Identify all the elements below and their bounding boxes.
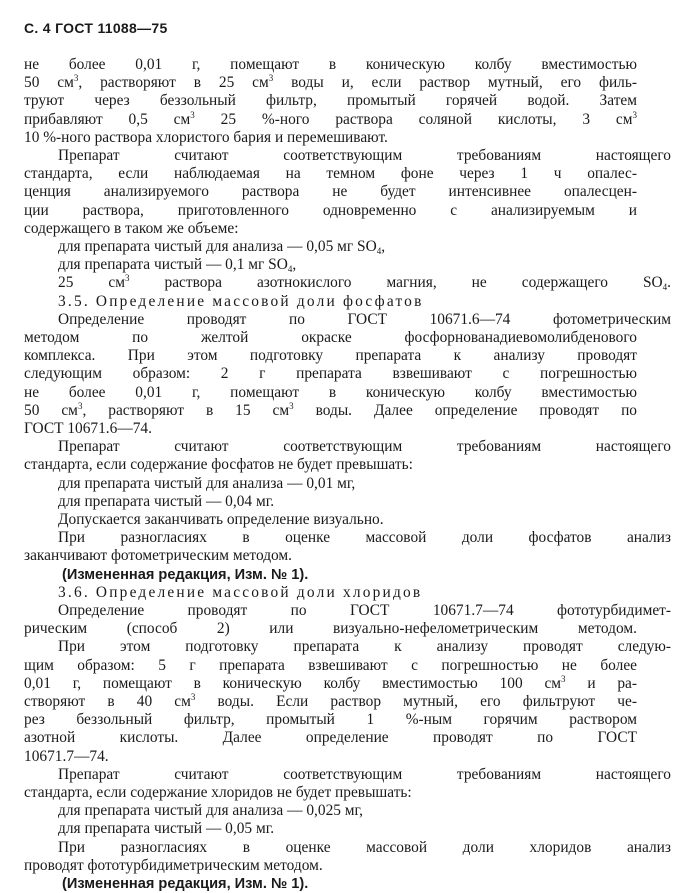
paragraph-first-line: При этом подготовку препарата к анализу проводят следую- (58, 638, 671, 656)
body-line: рическим (способ 2) или визуально-нефелометрическим методом. (24, 620, 637, 638)
list-item: для препарата чистый для анализа — 0,01 мг, (58, 474, 356, 492)
body-line: методом по желтой окраске фосфорнованадиевомолибденового (24, 329, 637, 346)
list-item: 25 $см^3$ раствора азотнокислого магния, не содержащего $SO_4$. (58, 273, 672, 293)
page-header (24, 20, 168, 36)
paragraph-first-line: Определение проводят по ГОСТ 10671.7—74 фототурбидимет- (58, 602, 671, 619)
section-heading-3-6: 3.6. Определение массовой доли хлоридов (58, 583, 423, 601)
body-line: Допускается заканчивать определение визуально. (58, 511, 384, 528)
body-line: прибавляют 0,5 $см^3$ 25 %-ного раствора соляной кислоты, 3 $см^3$ (24, 109, 637, 128)
list-item: для препарата чистый — 0,05 мг. (58, 820, 275, 838)
body-line: содержащего в таком же объеме: (24, 219, 239, 237)
body-line: стандарта, если наблюдаемая на темном фоне через 1 ч опалес- (24, 165, 637, 183)
body-line: не более 0,01 г, помещают в коническую колбу вместимостью (24, 383, 637, 401)
amendment-note: (Измененная редакция, Изм. № 1). (62, 876, 309, 892)
body-line: стандарта, если содержание фосфатов не будет превышать: (24, 456, 413, 474)
body-line: ции раствора, приготовленного одновременно с анализируемым и (24, 201, 637, 219)
paragraph-first-line: Препарат считают соответствующим требованиям настоящего (58, 438, 671, 456)
standard-number: ГОСТ 11088—75 (55, 20, 168, 36)
body-line: комплекса. При этом подготовку препарата к анализу проводят (24, 347, 637, 365)
paragraph-first-line: При разногласиях в оценке массовой доли хлоридов анализ (58, 838, 671, 856)
body-line: 50 $см^3$, растворяют в 25 $см^3$ воды и, если раствор мутный, его филь- (24, 73, 638, 92)
body-line: створяют в 40 $см^3$ воды. Если раствор мутный, его фильтруют че- (24, 692, 637, 710)
paragraph-first-line: Препарат считают соответствующим требованиям настоящего (58, 147, 671, 164)
list-item: для препарата чистый — 0,04 мг. (58, 492, 275, 510)
body-line: 0,01 г, помещают в коническую колбу вместимостью 100 $см^3$ и ра- (24, 673, 637, 692)
body-line: щим образом: 5 г препарата взвешивают с погрешностью не более (24, 656, 637, 674)
body-line: азотной кислоты. Далее определение проводят по ГОСТ (24, 729, 637, 747)
body-line: труют через беззольный фильтр, промытый горячей водой. Затем (24, 92, 637, 110)
body-line: 10671.7—74. (24, 747, 109, 765)
amendment-note: (Измененная редакция, Изм. № 1). (62, 566, 309, 583)
body-line: следующим образом: 2 г препарата взвешивают с погрешностью (24, 365, 637, 383)
page-label: С. 4 (24, 20, 51, 36)
body-line: проводят фототурбидиметрическим методом. (24, 856, 323, 874)
body-line: 50 $см^3$, растворяют в 15 $см^3$ воды. Далее определение проводят по (24, 400, 638, 419)
list-item: для препарата чистый для анализа — 0,05 мг $SO_4$, (58, 238, 386, 256)
body-line: заканчивают фотометрическим методом. (24, 547, 293, 565)
body-line: стандарта, если содержание хлоридов не будет превышать: (24, 784, 412, 801)
paragraph-first-line: Определение проводят по ГОСТ 10671.6—74 фотометрическим (58, 310, 671, 328)
list-item: для препарата чистый — 0,1 мг $SO_4$, (58, 256, 297, 275)
paragraph-first-line: Препарат считают соответствующим требованиям настоящего (58, 765, 671, 783)
list-item: для препарата чистый для анализа — 0,025 мг, (58, 802, 363, 820)
body-line: не более 0,01 г, помещают в коническую колбу вместимостью (24, 56, 637, 73)
section-heading-3-5: 3.5. Определение массовой доли фосфатов (58, 292, 424, 310)
body-line: ценция анализируемого раствора не будет интенсивнее опалесцен- (24, 183, 637, 201)
body-line: рез беззольный фильтр, промытый 1 %-ным горячим раствором (24, 711, 637, 729)
paragraph-first-line: При разногласиях в оценке массовой доли фосфатов анализ (58, 529, 671, 547)
body-line: 10 %-ного раствора хлористого бария и перемешивают. (24, 128, 388, 146)
body-line: ГОСТ 10671.6—74. (24, 420, 152, 437)
